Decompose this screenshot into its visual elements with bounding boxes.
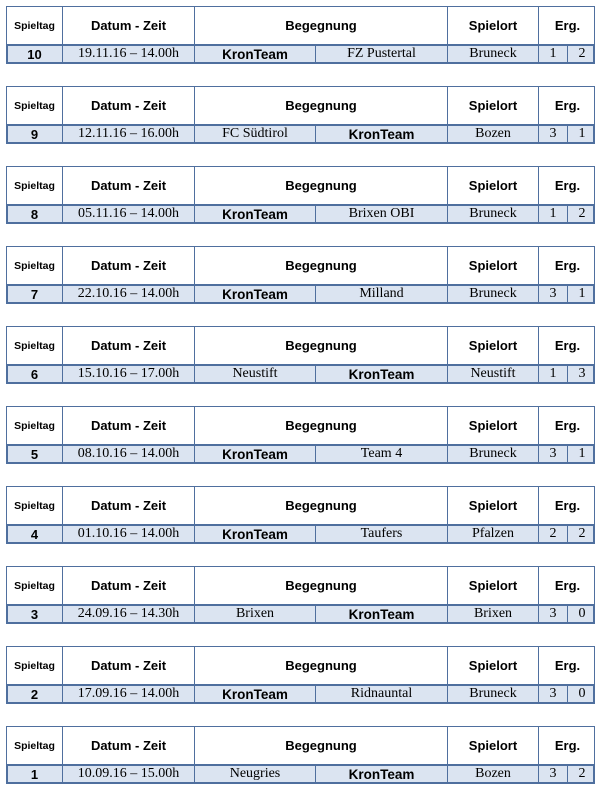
- table-row: [6, 124, 595, 144]
- header-begegnung: Begegnung: [194, 167, 447, 204]
- header-spielort: Spielort: [447, 567, 538, 604]
- header-datum-zeit: Datum - Zeit: [62, 167, 194, 204]
- home-team: KronTeam: [194, 526, 315, 542]
- table-header-row: [6, 726, 595, 764]
- header-spielort: Spielort: [447, 7, 538, 44]
- match-date-time: 08.10.16 – 14.00h: [62, 446, 194, 462]
- table-row: [6, 604, 595, 624]
- venue: Bozen: [447, 766, 538, 782]
- home-team: Brixen: [194, 606, 315, 622]
- table-row: [6, 524, 595, 544]
- header-spielort: Spielort: [447, 247, 538, 284]
- header-spieltag: Spieltag: [14, 659, 55, 672]
- home-team: FC Südtirol: [194, 126, 315, 142]
- table-row: [6, 364, 595, 384]
- score-away: 1: [567, 446, 596, 462]
- table-row: [6, 44, 595, 64]
- header-spielort: Spielort: [447, 407, 538, 444]
- spieltag-number: 10: [27, 46, 42, 62]
- match-table: [6, 166, 595, 224]
- header-ergebnis: Erg.: [538, 167, 596, 204]
- match-date-time: 15.10.16 – 17.00h: [62, 366, 194, 382]
- table-row: [6, 444, 595, 464]
- header-begegnung: Begegnung: [194, 567, 447, 604]
- match-table: [6, 86, 595, 144]
- spieltag-number: 6: [30, 366, 39, 382]
- header-spielort: Spielort: [447, 727, 538, 764]
- table-header-row: [6, 246, 595, 284]
- header-spieltag: Spieltag: [14, 99, 55, 112]
- away-team: KronTeam: [315, 766, 447, 782]
- match-date-time: 19.11.16 – 14.00h: [62, 46, 194, 62]
- match-table: [6, 406, 595, 464]
- header-spielort: Spielort: [447, 327, 538, 364]
- table-row: [6, 684, 595, 704]
- header-begegnung: Begegnung: [194, 247, 447, 284]
- header-spielort: Spielort: [447, 487, 538, 524]
- table-row: [6, 284, 595, 304]
- away-team: KronTeam: [315, 126, 447, 142]
- header-spielort: Spielort: [447, 167, 538, 204]
- score-home: 3: [538, 686, 567, 702]
- header-datum-zeit: Datum - Zeit: [62, 7, 194, 44]
- spieltag-number: 8: [30, 206, 39, 222]
- score-home: 1: [538, 46, 567, 62]
- table-row: [6, 204, 595, 224]
- away-team: Team 4: [315, 446, 447, 462]
- header-begegnung: Begegnung: [194, 7, 447, 44]
- score-away: 2: [567, 766, 596, 782]
- table-header-row: [6, 166, 595, 204]
- header-datum-zeit: Datum - Zeit: [62, 247, 194, 284]
- score-home: 3: [538, 286, 567, 302]
- home-team: KronTeam: [194, 286, 315, 302]
- venue: Bruneck: [447, 206, 538, 222]
- header-spieltag: Spieltag: [14, 419, 55, 432]
- score-home: 3: [538, 606, 567, 622]
- score-away: 1: [567, 126, 596, 142]
- score-away: 0: [567, 686, 596, 702]
- header-spieltag: Spieltag: [14, 179, 55, 192]
- score-away: 2: [567, 526, 596, 542]
- header-datum-zeit: Datum - Zeit: [62, 647, 194, 684]
- match-date-time: 05.11.16 – 14.00h: [62, 206, 194, 222]
- match-table: [6, 726, 595, 784]
- match-date-time: 10.09.16 – 15.00h: [62, 766, 194, 782]
- score-away: 0: [567, 606, 596, 622]
- table-header-row: [6, 6, 595, 44]
- table-header-row: [6, 646, 595, 684]
- header-ergebnis: Erg.: [538, 87, 596, 124]
- header-spieltag: Spieltag: [14, 259, 55, 272]
- header-ergebnis: Erg.: [538, 327, 596, 364]
- match-date-time: 17.09.16 – 14.00h: [62, 686, 194, 702]
- home-team: KronTeam: [194, 446, 315, 462]
- header-begegnung: Begegnung: [194, 647, 447, 684]
- header-ergebnis: Erg.: [538, 407, 596, 444]
- match-date-time: 22.10.16 – 14.00h: [62, 286, 194, 302]
- spieltag-number: 5: [30, 446, 39, 462]
- score-away: 1: [567, 286, 596, 302]
- header-spieltag: Spieltag: [14, 499, 55, 512]
- score-home: 3: [538, 126, 567, 142]
- header-spieltag: Spieltag: [14, 579, 55, 592]
- header-ergebnis: Erg.: [538, 567, 596, 604]
- spieltag-number: 2: [30, 686, 39, 702]
- score-home: 1: [538, 366, 567, 382]
- header-datum-zeit: Datum - Zeit: [62, 87, 194, 124]
- spieltag-number: 7: [30, 286, 39, 302]
- table-header-row: [6, 326, 595, 364]
- venue: Bruneck: [447, 446, 538, 462]
- score-home: 3: [538, 446, 567, 462]
- header-begegnung: Begegnung: [194, 487, 447, 524]
- header-ergebnis: Erg.: [538, 7, 596, 44]
- score-home: 3: [538, 766, 567, 782]
- away-team: KronTeam: [315, 606, 447, 622]
- spieltag-number: 3: [30, 606, 39, 622]
- match-table: [6, 486, 595, 544]
- table-row: [6, 764, 595, 784]
- home-team: Neustift: [194, 366, 315, 382]
- match-table: [6, 246, 595, 304]
- home-team: KronTeam: [194, 46, 315, 62]
- venue: Pfalzen: [447, 526, 538, 542]
- home-team: Neugries: [194, 766, 315, 782]
- away-team: KronTeam: [315, 366, 447, 382]
- header-begegnung: Begegnung: [194, 407, 447, 444]
- venue: Bozen: [447, 126, 538, 142]
- header-spieltag: Spieltag: [14, 19, 55, 32]
- away-team: Milland: [315, 286, 447, 302]
- header-datum-zeit: Datum - Zeit: [62, 487, 194, 524]
- table-header-row: [6, 566, 595, 604]
- venue: Brixen: [447, 606, 538, 622]
- header-datum-zeit: Datum - Zeit: [62, 407, 194, 444]
- header-spieltag: Spieltag: [14, 339, 55, 352]
- away-team: Ridnauntal: [315, 686, 447, 702]
- table-header-row: [6, 86, 595, 124]
- header-ergebnis: Erg.: [538, 647, 596, 684]
- score-away: 2: [567, 206, 596, 222]
- header-begegnung: Begegnung: [194, 87, 447, 124]
- match-date-time: 24.09.16 – 14.30h: [62, 606, 194, 622]
- header-datum-zeit: Datum - Zeit: [62, 327, 194, 364]
- header-begegnung: Begegnung: [194, 727, 447, 764]
- match-table: [6, 646, 595, 704]
- match-table: [6, 6, 595, 64]
- header-ergebnis: Erg.: [538, 727, 596, 764]
- away-team: Taufers: [315, 526, 447, 542]
- away-team: Brixen OBI: [315, 206, 447, 222]
- score-home: 1: [538, 206, 567, 222]
- header-ergebnis: Erg.: [538, 247, 596, 284]
- header-datum-zeit: Datum - Zeit: [62, 567, 194, 604]
- venue: Bruneck: [447, 46, 538, 62]
- home-team: KronTeam: [194, 686, 315, 702]
- match-date-time: 12.11.16 – 16.00h: [62, 126, 194, 142]
- venue: Bruneck: [447, 686, 538, 702]
- away-team: FZ Pustertal: [315, 46, 447, 62]
- score-home: 2: [538, 526, 567, 542]
- table-header-row: [6, 406, 595, 444]
- match-table: [6, 566, 595, 624]
- table-header-row: [6, 486, 595, 524]
- score-away: 3: [567, 366, 596, 382]
- home-team: KronTeam: [194, 206, 315, 222]
- spieltag-number: 9: [30, 126, 39, 142]
- venue: Neustift: [447, 366, 538, 382]
- spieltag-number: 4: [30, 526, 39, 542]
- header-ergebnis: Erg.: [538, 487, 596, 524]
- score-away: 2: [567, 46, 596, 62]
- header-spielort: Spielort: [447, 647, 538, 684]
- header-datum-zeit: Datum - Zeit: [62, 727, 194, 764]
- header-spieltag: Spieltag: [14, 739, 55, 752]
- header-spielort: Spielort: [447, 87, 538, 124]
- venue: Bruneck: [447, 286, 538, 302]
- header-begegnung: Begegnung: [194, 327, 447, 364]
- spieltag-number: 1: [30, 766, 39, 782]
- match-date-time: 01.10.16 – 14.00h: [62, 526, 194, 542]
- match-table: [6, 326, 595, 384]
